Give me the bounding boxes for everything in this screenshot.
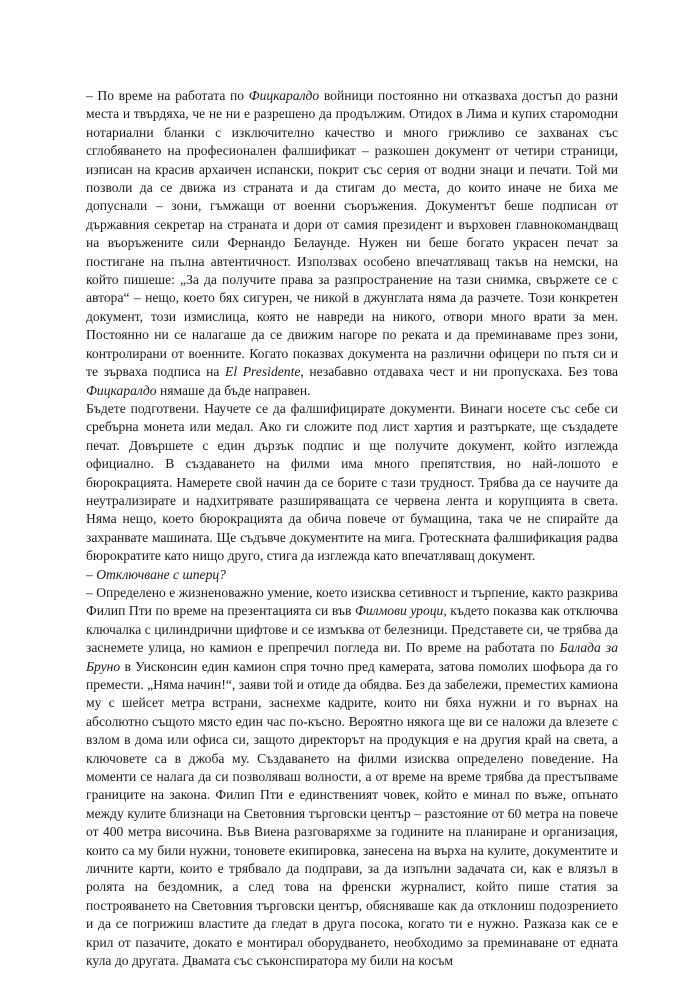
text-segment: войници постоянно ни отказваха достъп до разни места и твърдяха, че не ни е разрешено да продължим. Отидох в Лима и купих старомодни нотариални бланки с изключително качество и много грижливо се захванах със сглобяването на професионален фалшификат – разкошен документ от четири страници, изписан на красив архаичен испански, покрит със серия от водни знаци и печати. Той ми позволи да се движа из страната и да стигам до места, до които иначе не биха ме допуснали – зони, гъмжащи от военни съоръжения. Документът беше подписан от държавния секретар на страната и дори от самия президент и върховен главнокомандващ на въоръжените сили Фернандо Белаунде. Нужен ни беше богато украсен печат за постигане на пълна автентичност. Използвах особено впечатляващ такъв на немски, на който пишеше: „За да получите права за разпространение на тази снимка, свържете се с автора“ – нещо, което бях сигурен, че никой в джунглата няма да разчете. Този конкретен документ, този измислица, която не навреди на никого, отвори много врати за мен. Постоянно ни се налагаше да се движим нагоре по реката и да преминаваме през зони, контролирани от военните. Когато показвах документа на различни офицери по пътя си и те зърваха подписа на: [86, 88, 618, 380]
paragraph: [86, 87, 618, 400]
italic-text: Фицкаралдо: [86, 382, 157, 398]
text-segment: , където показва как отключва ключалка с цилиндрични щифтове и се измъква от белезници. Представете си, че трябва да заснемете улица, но камион е препречил погледа ви. По време на работата по: [86, 603, 618, 656]
text-segment: , незабавно отдаваха чест и ни пропускаха. Без това: [300, 364, 619, 380]
italic-text: Фицкаралдо: [248, 88, 320, 103]
paragraph: [86, 584, 618, 971]
italic-text: Филмови уроци: [354, 603, 444, 619]
paragraph: [86, 400, 618, 566]
italic-text: El Presidente: [225, 364, 301, 380]
text-segment: Бъдете подготвени. Научете се да фалшифицирате документи. Винаги носете със себе си сребърна монета или медал. Ако ги сложите под лист хартия и разтъркате, ще създадете печат. Довършете с един дързък подпис и ще получите документ, който изглежда официално. В създаването на филми има много препятствия, но най-лошото е бюрокрацията. Намерете свой начин да се борите с тази трудност. Трябва да се научите да неутрализирате и надхитрявате разширяващата се червена лента и корупцията в света. Няма нещо, което бюрокрацията да обича повече от бумащина, така че не спирайте да захранвате машината. Ще съдъвче документите на мига. Гротескната фалшификация радва бюрократите като нищо друго, стига да изглежда като впечатляващ документ.: [86, 400, 618, 564]
italic-text: – Отключване с шперц?: [86, 566, 226, 582]
text-segment: нямаше да бъде направен.: [156, 382, 311, 398]
italic-text: Балада за Бруно: [86, 640, 618, 674]
paragraph: [86, 566, 618, 584]
body-text: [86, 87, 618, 971]
text-segment: – Определено е жизненоважно умение, което изисква сетивност и търпение, както разкрива Филип Пти по време на презентацията си във: [86, 584, 618, 619]
text-segment: в Уисконсин един камион спря точно пред камерата, затова помолих шофьора да го премести. „Няма начин!“, заяви той и отиде да обядва. Без да забележи, преместих камиона му с шейсет метра встрани, заснехме кадрите, които ни бяха нужни и го върнах на абсолютно същото място един час по-късно. Вероятно някога ще ви се наложи да влезете с взлом в дома или офиса си, защото директорът на продукция е на другия край на света, а ключовете са в джоба му. Създаването на филми изисква определено поведение. На моменти се налага да си позволяваш волности, а от време на време трябва да престъпваме границите на закона. Филип Пти е единственият човек, който е минал по въже, опънато между кулите близнаци на Световния търговски център – разстояние от 60 метра на повече от 400 метра височина. Във Виена разговаряхме за годините на планиране и организация, които са му били нужни, тоновете екипировка, занесена на върха на кулите, документите и личните карти, които е трябвало да подправи, за да изпълни задачата си, как е влязъл в ролята на бездомник, а след това на френски журналист, който пише статия за построяването на Световния търговски център, обясняваше как да отклониш подозрението и да се погрижиш властите да гледат в друга посока, когато ти е нужно. Разказа как се е крил от пазачите, докато е монтирал оборудването, необходимо за преминаване от едната кула до другата. Двамата със съконспиратора му били на косъм: [86, 658, 618, 969]
text-segment: – По време на работата по: [86, 88, 249, 103]
